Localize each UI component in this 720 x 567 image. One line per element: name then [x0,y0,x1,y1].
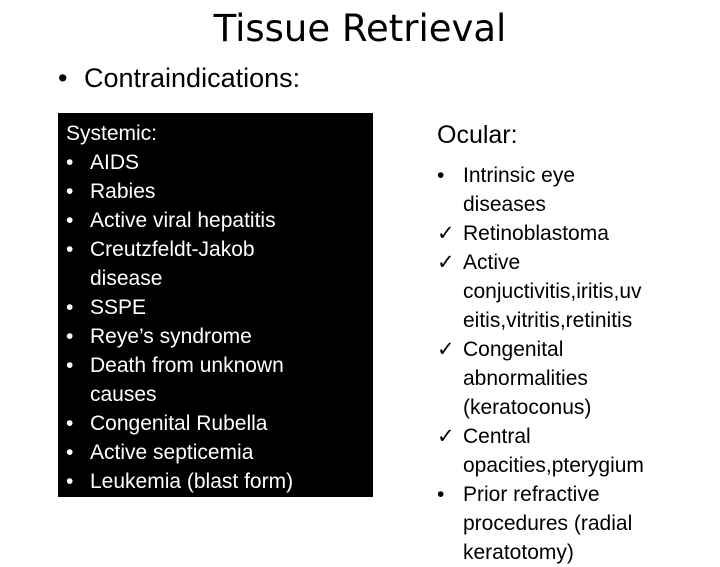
item-text-line: (keratoconus) [463,396,592,419]
systemic-item [66,409,369,438]
item-text-line: Congenital Rubella [90,412,268,435]
item-text-line: AIDS [90,151,140,174]
item-text-line: SSPE [90,296,147,319]
systemic-list [66,148,369,496]
bullet-icon: • [66,296,74,319]
bullet-icon: • [437,483,445,506]
item-text-line: keratotomy) [463,541,574,564]
systemic-item [66,235,369,293]
ocular-item [437,335,720,422]
systemic-item [66,467,369,496]
item-text-line: diseases [463,193,546,216]
subtitle-text: Contraindications: [84,63,301,93]
item-text-line: Prior refractive [463,483,600,506]
ocular-item [437,248,720,335]
systemic-heading: Systemic: [66,122,158,145]
item-text-line: Retinoblastoma [463,222,609,245]
item-text-line: Rabies [90,180,156,203]
ocular-list [437,161,720,567]
systemic-item [66,438,369,467]
ocular-item [437,480,720,567]
ocular-item [437,161,720,219]
bullet-icon: • [66,325,74,348]
systemic-item [66,322,369,351]
systemic-item [66,293,369,322]
checkmark-icon: ✓ [437,251,455,274]
item-text-line: conjuctivitis,iritis,uv [463,280,642,303]
bullet-icon: • [66,209,74,232]
item-text-line: Active viral hepatitis [90,209,276,232]
bullet-icon: • [437,164,445,187]
item-text-line: Reye’s syndrome [90,325,252,348]
checkmark-icon: ✓ [437,338,455,361]
item-text-line: Central [463,425,531,448]
checkmark-icon: ✓ [437,222,455,245]
bullet-icon: • [66,180,74,203]
systemic-item [66,148,369,177]
bullet-icon: • [66,151,74,174]
slide-title: Tissue Retrieval [213,7,507,50]
ocular-section [437,118,720,567]
systemic-item [66,177,369,206]
ocular-item [437,219,720,248]
item-text-line: Active [463,251,521,274]
ocular-heading: Ocular: [437,121,518,149]
bullet-icon: • [66,354,74,377]
bullet-icon: • [66,238,74,261]
subtitle-bullet: • [58,63,68,93]
item-text-line: Active septicemia [90,441,254,464]
item-text-line: Congenital [463,338,564,361]
item-text-line: disease [90,267,163,290]
item-text-line: opacities,pterygium [463,454,644,477]
item-text-line: Creutzfeldt-Jakob [90,238,255,261]
bullet-icon: • [66,441,74,464]
bullet-icon: • [66,470,74,493]
checkmark-icon: ✓ [437,425,455,448]
item-text-line: Death from unknown [90,354,284,377]
systemic-content [66,119,369,496]
bullet-icon: • [66,412,74,435]
item-text-line: Leukemia (blast form) [90,470,294,493]
item-text-line: procedures (radial [463,512,633,535]
item-text-line: causes [90,383,157,406]
item-text-line: abnormalities [463,367,588,390]
systemic-box [58,113,373,497]
item-text-line: Intrinsic eye [463,164,576,187]
systemic-item [66,351,369,409]
item-text-line: eitis,vitritis,retinitis [463,309,633,332]
subtitle-line [58,60,300,96]
systemic-item [66,206,369,235]
ocular-item [437,422,720,480]
